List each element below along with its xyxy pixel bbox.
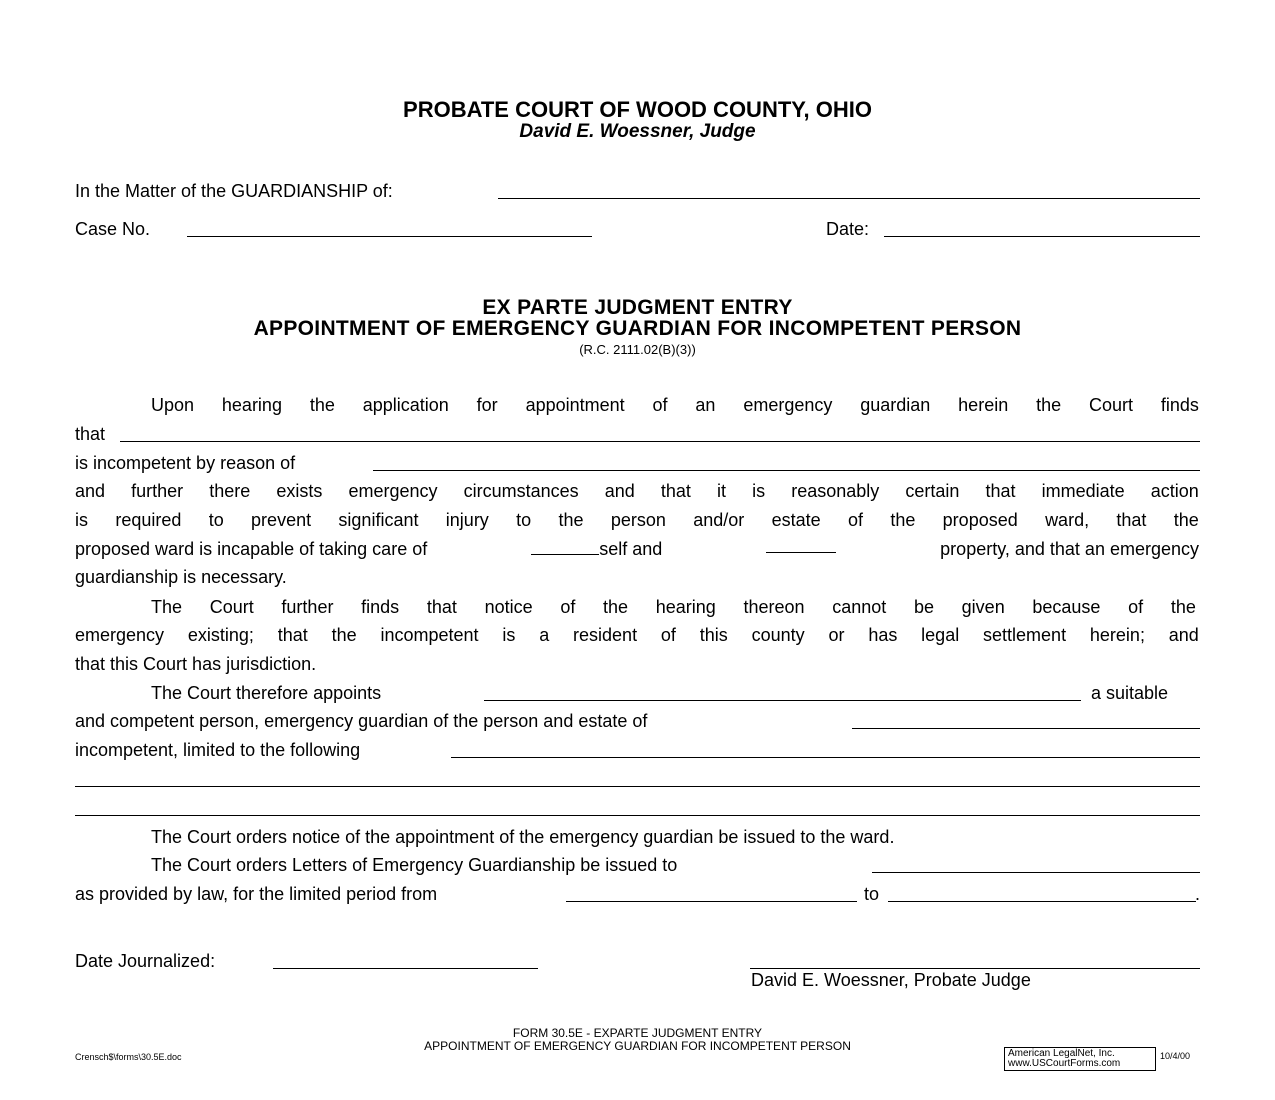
word: of xyxy=(1128,597,1144,617)
word: resident xyxy=(573,625,638,645)
appoints-label: The Court therefore appoints xyxy=(151,683,382,703)
competent-person-label: and competent person, emergency guardian of the person and estate of xyxy=(75,711,648,731)
limitations-field-3[interactable] xyxy=(75,815,1200,816)
word: immediate xyxy=(1041,481,1125,501)
judge-name: David E. Woessner, Judge xyxy=(519,121,756,142)
word: required xyxy=(115,510,182,530)
word: ward, xyxy=(1045,510,1090,530)
word: and xyxy=(1168,625,1199,645)
form-footer-title: APPOINTMENT OF EMERGENCY GUARDIAN FOR INCOMPETENT PERSON xyxy=(424,1039,851,1053)
that-label: that xyxy=(75,424,106,444)
word: has xyxy=(868,625,898,645)
word: Court xyxy=(1089,395,1134,415)
word: to xyxy=(516,510,532,530)
word: that xyxy=(1116,510,1147,530)
self-and-text: self and xyxy=(599,539,663,559)
word: of xyxy=(560,597,576,617)
word: this xyxy=(699,625,728,645)
incompetent-name-field[interactable] xyxy=(120,441,1200,442)
incompetency-reason-field[interactable] xyxy=(373,470,1200,471)
p2-line1 xyxy=(151,596,1196,618)
word: the xyxy=(1170,597,1196,617)
guardianship-matter-label: In the Matter of the GUARDIANSHIP of: xyxy=(75,181,393,201)
word: action xyxy=(1150,481,1199,501)
word: a xyxy=(539,625,550,645)
court-name: PROBATE COURT OF WOOD COUNTY, OHIO xyxy=(403,97,872,122)
publisher-stamp xyxy=(1004,1047,1156,1071)
word: Court xyxy=(209,597,254,617)
word: herein xyxy=(958,395,1009,415)
word: the xyxy=(558,510,584,530)
case-number-field[interactable] xyxy=(187,236,592,237)
word: the xyxy=(1036,395,1062,415)
self-blank[interactable] xyxy=(531,540,599,555)
word: finds xyxy=(1160,395,1199,415)
word: emergency xyxy=(75,625,165,645)
word: is xyxy=(75,510,88,530)
period-label: as provided by law, for the limited period from xyxy=(75,884,438,904)
suitable-label: a suitable xyxy=(1091,683,1169,703)
word: certain xyxy=(905,481,960,501)
word: further xyxy=(131,481,184,501)
p1-line1 xyxy=(151,394,1199,416)
date-label: Date: xyxy=(826,219,870,239)
word: be xyxy=(913,597,934,617)
word: appointment xyxy=(525,395,625,415)
word: significant xyxy=(338,510,419,530)
word: is xyxy=(502,625,516,645)
word: is xyxy=(752,481,766,501)
word: exists xyxy=(276,481,323,501)
word: of xyxy=(660,625,676,645)
word: cannot xyxy=(832,597,887,617)
word: county xyxy=(751,625,805,645)
word: the xyxy=(309,395,335,415)
property-blank[interactable] xyxy=(766,538,836,553)
word: given xyxy=(961,597,1005,617)
word: for xyxy=(476,395,498,415)
to-label: to xyxy=(864,884,880,904)
word: thereon xyxy=(743,597,805,617)
word: of xyxy=(652,395,668,415)
word: and/or xyxy=(693,510,745,530)
p1-line4 xyxy=(75,480,1199,502)
limitations-field-2[interactable] xyxy=(75,786,1200,787)
date-journalized-field[interactable] xyxy=(273,968,538,969)
date-field[interactable] xyxy=(884,236,1200,237)
date-journalized-label: Date Journalized: xyxy=(75,951,216,971)
word: proposed xyxy=(942,510,1018,530)
period-from-field[interactable] xyxy=(566,901,857,902)
word: that xyxy=(985,481,1016,501)
word: emergency xyxy=(348,481,438,501)
word: person xyxy=(610,510,666,530)
word: of xyxy=(847,510,863,530)
word: circumstances xyxy=(463,481,579,501)
word: further xyxy=(281,597,334,617)
word: finds xyxy=(361,597,400,617)
limitations-field[interactable] xyxy=(451,757,1200,758)
word: the xyxy=(1173,510,1199,530)
statute-citation: (R.C. 2111.02(B)(3)) xyxy=(579,342,696,357)
form-subtitle: APPOINTMENT OF EMERGENCY GUARDIAN FOR INCOMPETENT PERSON xyxy=(253,317,1022,340)
p1-line6-c: property, and that an emergency xyxy=(940,539,1199,559)
notice-order: The Court orders notice of the appointment of the emergency guardian be issued to the ward. xyxy=(151,827,895,847)
letters-order: The Court orders Letters of Emergency Guardianship be issued to xyxy=(151,855,678,875)
p1-line5 xyxy=(75,509,1199,531)
word: the xyxy=(890,510,916,530)
p1-line7: guardianship is necessary. xyxy=(75,567,287,587)
word: guardian xyxy=(860,395,931,415)
word: and xyxy=(75,481,106,501)
word: hearing xyxy=(655,597,716,617)
revision-date: 10/4/00 xyxy=(1160,1051,1191,1061)
period-end-mark: . xyxy=(1195,884,1201,904)
p2-line3: that this Court has jurisdiction. xyxy=(75,654,317,674)
word: prevent xyxy=(251,510,312,530)
word: notice xyxy=(484,597,533,617)
period-to-field[interactable] xyxy=(888,901,1196,902)
file-path: Crensch$\forms\30.5E.doc xyxy=(75,1052,182,1062)
word: incompetent xyxy=(380,625,479,645)
p2-line2 xyxy=(75,624,1199,646)
word: that xyxy=(277,625,308,645)
incompetent-reason-label: is incompetent by reason of xyxy=(75,453,296,473)
ward-name-field[interactable] xyxy=(498,198,1200,199)
limited-to-label: incompetent, limited to the following xyxy=(75,740,361,760)
word: hearing xyxy=(221,395,282,415)
word: emergency xyxy=(743,395,833,415)
judge-signature-label: David E. Woessner, Probate Judge xyxy=(751,970,1031,990)
word: reasonably xyxy=(791,481,880,501)
word: Upon xyxy=(151,395,195,415)
word: the xyxy=(331,625,357,645)
word: settlement xyxy=(983,625,1067,645)
word: application xyxy=(362,395,449,415)
word: legal xyxy=(921,625,960,645)
word: that xyxy=(660,481,691,501)
publisher-name: American LegalNet, Inc. xyxy=(1008,1048,1115,1059)
word: and xyxy=(604,481,635,501)
letters-issued-to-field[interactable] xyxy=(872,872,1200,873)
word: The xyxy=(151,597,183,617)
word: there xyxy=(209,481,251,501)
word: the xyxy=(603,597,629,617)
publisher-url: www.USCourtForms.com xyxy=(1008,1058,1121,1069)
guardian-name-field[interactable] xyxy=(484,700,1081,701)
word: because xyxy=(1032,597,1101,617)
ward-estate-field[interactable] xyxy=(852,728,1200,729)
word: estate xyxy=(771,510,821,530)
form-number: FORM 30.5E - EXPARTE JUDGMENT ENTRY xyxy=(512,1026,763,1040)
case-number-label: Case No. xyxy=(75,219,151,239)
word: an xyxy=(695,395,716,415)
word: herein; xyxy=(1089,625,1145,645)
word: that xyxy=(426,597,457,617)
word: or xyxy=(828,625,845,645)
p1-line6-a: proposed ward is incapable of taking care of xyxy=(75,539,428,559)
word: existing; xyxy=(187,625,254,645)
p1-line6 xyxy=(75,538,1199,560)
form-title: EX PARTE JUDGMENT ENTRY xyxy=(482,296,793,319)
word: to xyxy=(208,510,224,530)
word: it xyxy=(717,481,727,501)
word: injury xyxy=(445,510,489,530)
